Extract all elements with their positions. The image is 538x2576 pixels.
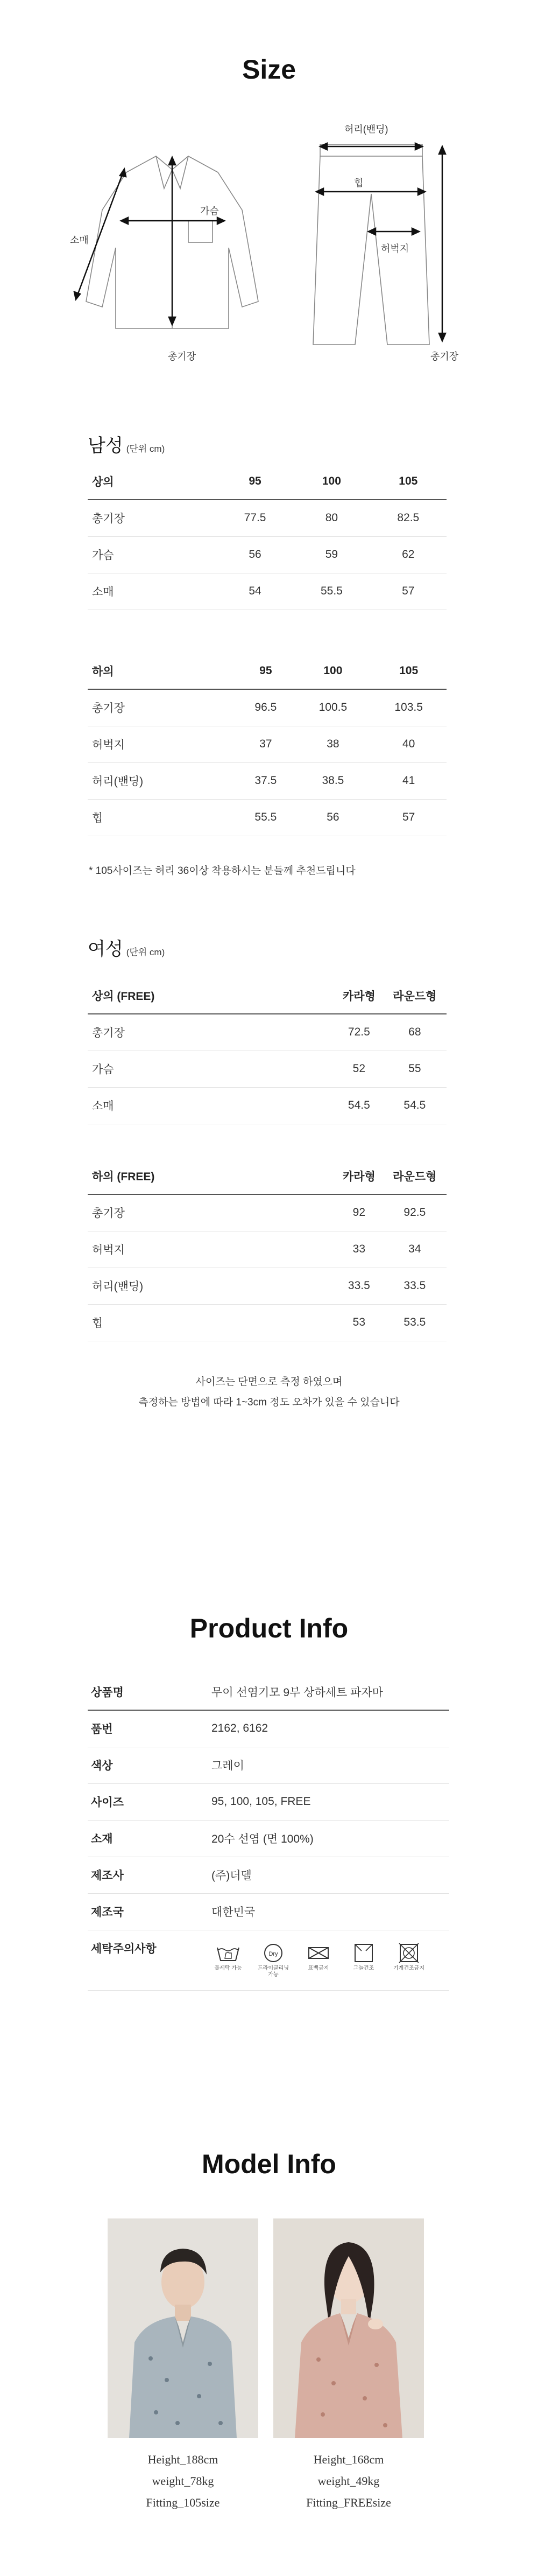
- table-cell: 허리(밴딩): [88, 762, 236, 799]
- care-icons: [211, 1930, 449, 1990]
- female-model-caption: [273, 2449, 424, 2514]
- table-cell: 55.5: [236, 799, 295, 836]
- table-row: [88, 1747, 449, 1783]
- care-label: 기계건조금지: [393, 1965, 424, 1971]
- svg-text:Dry: Dry: [268, 1950, 278, 1957]
- table-cell: 33.5: [335, 1268, 383, 1304]
- table-cell: 103.5: [371, 689, 447, 726]
- table-cell: 소매: [88, 573, 217, 610]
- measure-note-line1: 사이즈는 단면으로 측정 하였으며: [195, 1376, 343, 1388]
- table-cell: 56: [217, 536, 293, 573]
- table-row: [88, 1674, 449, 1710]
- table-row: [88, 1087, 447, 1124]
- shade-dry-icon: [351, 1942, 377, 1964]
- male-model-photo: [108, 2218, 258, 2438]
- women-title-text: 여성: [88, 939, 123, 960]
- label-sleeve: 소매: [70, 235, 89, 246]
- table-row-care: [88, 1930, 449, 1990]
- table-row: [88, 1820, 449, 1857]
- table-row: [88, 689, 447, 726]
- table-cell: 힙: [88, 1304, 335, 1341]
- men-title: [88, 431, 165, 457]
- table-cell: 54: [217, 573, 293, 610]
- info-key: 상품명: [88, 1674, 211, 1710]
- men-bottom-table: [88, 653, 447, 836]
- table-row: [88, 1194, 447, 1231]
- size-title: Size: [242, 54, 296, 85]
- table-cell: 허벅지: [88, 726, 236, 762]
- info-value: 그레이: [211, 1747, 449, 1783]
- table-cell: 41: [371, 762, 447, 799]
- female-weight: weight_49kg: [317, 2474, 380, 2488]
- table-header: 하의 (FREE): [88, 1158, 335, 1194]
- info-value: 2162, 6162: [211, 1710, 449, 1747]
- table-cell: 52: [335, 1051, 383, 1087]
- table-cell: 38.5: [295, 762, 371, 799]
- male-fitting: Fitting_105size: [146, 2496, 220, 2509]
- table-header-row: [88, 653, 447, 689]
- table-cell: 가슴: [88, 536, 217, 573]
- measure-note: [0, 1372, 538, 1413]
- care-item: [257, 1942, 290, 1978]
- table-cell: 38: [295, 726, 371, 762]
- table-cell: 57: [370, 573, 447, 610]
- info-value: (주)더델: [211, 1857, 449, 1893]
- table-cell: 68: [383, 1014, 447, 1051]
- women-bottom-table: [88, 1158, 447, 1341]
- table-cell: 82.5: [370, 500, 447, 536]
- table-cell: 총기장: [88, 1014, 335, 1051]
- table-header: 라운드형: [383, 977, 447, 1014]
- info-key: 세탁주의사항: [88, 1930, 211, 1990]
- table-header: 100: [295, 653, 371, 689]
- product-info-table: [88, 1674, 449, 1991]
- table-header: 상의: [88, 463, 217, 500]
- info-value: 무이 선염기모 9부 상하세트 파자마: [211, 1674, 449, 1710]
- table-row: [88, 1304, 447, 1341]
- care-item: [392, 1942, 426, 1972]
- care-item: [302, 1942, 335, 1972]
- female-model-photo: [273, 2218, 424, 2438]
- info-key: 제조국: [88, 1893, 211, 1930]
- table-cell: 100.5: [295, 689, 371, 726]
- table-header: 95: [217, 463, 293, 500]
- no-bleach-icon: [306, 1942, 331, 1964]
- care-label: 표백금지: [308, 1965, 329, 1971]
- label-hip: 힙: [354, 178, 364, 188]
- table-cell: 72.5: [335, 1014, 383, 1051]
- table-cell: 53.5: [383, 1304, 447, 1341]
- table-cell: 59: [293, 536, 370, 573]
- table-row: [88, 762, 447, 799]
- men-size-note: * 105사이즈는 허리 36이상 착용하시는 분들께 추천드립니다: [89, 865, 356, 877]
- table-header: 카라형: [335, 1158, 383, 1194]
- table-row: [88, 536, 447, 573]
- shirt-diagram: [65, 140, 291, 366]
- care-label: 그늘건조: [353, 1965, 374, 1971]
- table-row: [88, 1231, 447, 1268]
- men-title-text: 남성: [88, 436, 123, 456]
- table-cell: 37: [236, 726, 295, 762]
- table-header: 100: [293, 463, 370, 500]
- table-cell: 33.5: [383, 1268, 447, 1304]
- table-cell: 57: [371, 799, 447, 836]
- info-key: 소재: [88, 1820, 211, 1857]
- men-unit: (단위 cm): [126, 444, 165, 454]
- table-cell: 총기장: [88, 689, 236, 726]
- table-cell: 53: [335, 1304, 383, 1341]
- label-chest: 가슴: [200, 206, 219, 216]
- table-row: [88, 726, 447, 762]
- info-key: 품번: [88, 1710, 211, 1747]
- table-cell: 허벅지: [88, 1231, 335, 1268]
- male-model-caption: [108, 2449, 258, 2514]
- table-row: [88, 1710, 449, 1747]
- male-weight: weight_78kg: [152, 2474, 214, 2488]
- table-cell: 34: [383, 1231, 447, 1268]
- measure-note-line2: 측정하는 방법에 따라 1~3cm 정도 오차가 있을 수 있습니다: [138, 1397, 400, 1408]
- table-header: 105: [370, 463, 447, 500]
- men-top-table: [88, 463, 447, 610]
- table-row: [88, 573, 447, 610]
- table-cell: 55.5: [293, 573, 370, 610]
- table-row: [88, 1268, 447, 1304]
- table-cell: 96.5: [236, 689, 295, 726]
- women-top-table: [88, 977, 447, 1124]
- table-cell: 56: [295, 799, 371, 836]
- female-height: Height_168cm: [313, 2453, 384, 2466]
- table-header: 라운드형: [383, 1158, 447, 1194]
- product-info-title: Product Info: [189, 1613, 349, 1643]
- table-cell: 총기장: [88, 1194, 335, 1231]
- hand-wash-icon: [215, 1942, 241, 1964]
- table-cell: 33: [335, 1231, 383, 1268]
- table-header: 105: [371, 653, 447, 689]
- no-machine-dry-icon: [396, 1942, 422, 1964]
- info-value: 대한민국: [211, 1893, 449, 1930]
- table-header: 상의 (FREE): [88, 977, 335, 1014]
- table-cell: 37.5: [236, 762, 295, 799]
- female-fitting: Fitting_FREEsize: [306, 2496, 391, 2509]
- care-label: 드라이클리닝 가능: [258, 1965, 289, 1978]
- table-cell: 가슴: [88, 1051, 335, 1087]
- table-header: 하의: [88, 653, 236, 689]
- info-value: 95, 100, 105, FREE: [211, 1783, 449, 1820]
- table-cell: 80: [293, 500, 370, 536]
- table-header: 95: [236, 653, 295, 689]
- table-header-row: [88, 1158, 447, 1194]
- info-value: 20수 선염 (면 100%): [211, 1820, 449, 1857]
- table-cell: 92: [335, 1194, 383, 1231]
- label-top-length: 총기장: [168, 351, 196, 362]
- table-cell: 77.5: [217, 500, 293, 536]
- care-item: [211, 1942, 245, 1972]
- table-cell: 총기장: [88, 500, 217, 536]
- table-cell: 55: [383, 1051, 447, 1087]
- table-row: [88, 500, 447, 536]
- table-cell: 허리(밴딩): [88, 1268, 335, 1304]
- table-row: [88, 1893, 449, 1930]
- women-title: [88, 934, 165, 961]
- care-label: 물세탁 가능: [214, 1965, 242, 1971]
- table-row: [88, 799, 447, 836]
- table-header-row: [88, 977, 447, 1014]
- table-header-row: [88, 463, 447, 500]
- table-cell: 54.5: [383, 1087, 447, 1124]
- table-header: 카라형: [335, 977, 383, 1014]
- dry-clean-icon: [260, 1942, 286, 1964]
- care-item: [347, 1942, 380, 1972]
- label-waist-band: 허리(밴딩): [344, 124, 388, 135]
- table-row: [88, 1857, 449, 1893]
- table-cell: 62: [370, 536, 447, 573]
- info-key: 색상: [88, 1747, 211, 1783]
- info-key: 제조사: [88, 1857, 211, 1893]
- table-row: [88, 1014, 447, 1051]
- table-row: [88, 1783, 449, 1820]
- label-bottom-length: 총기장: [430, 351, 459, 362]
- table-cell: 힙: [88, 799, 236, 836]
- women-unit: (단위 cm): [126, 947, 165, 957]
- table-cell: 92.5: [383, 1194, 447, 1231]
- label-thigh: 허벅지: [381, 243, 409, 254]
- model-info-title: Model Info: [202, 2149, 336, 2179]
- table-cell: 40: [371, 726, 447, 762]
- table-cell: 54.5: [335, 1087, 383, 1124]
- table-cell: 소매: [88, 1087, 335, 1124]
- table-row: [88, 1051, 447, 1087]
- male-height: Height_188cm: [147, 2453, 218, 2466]
- info-key: 사이즈: [88, 1783, 211, 1820]
